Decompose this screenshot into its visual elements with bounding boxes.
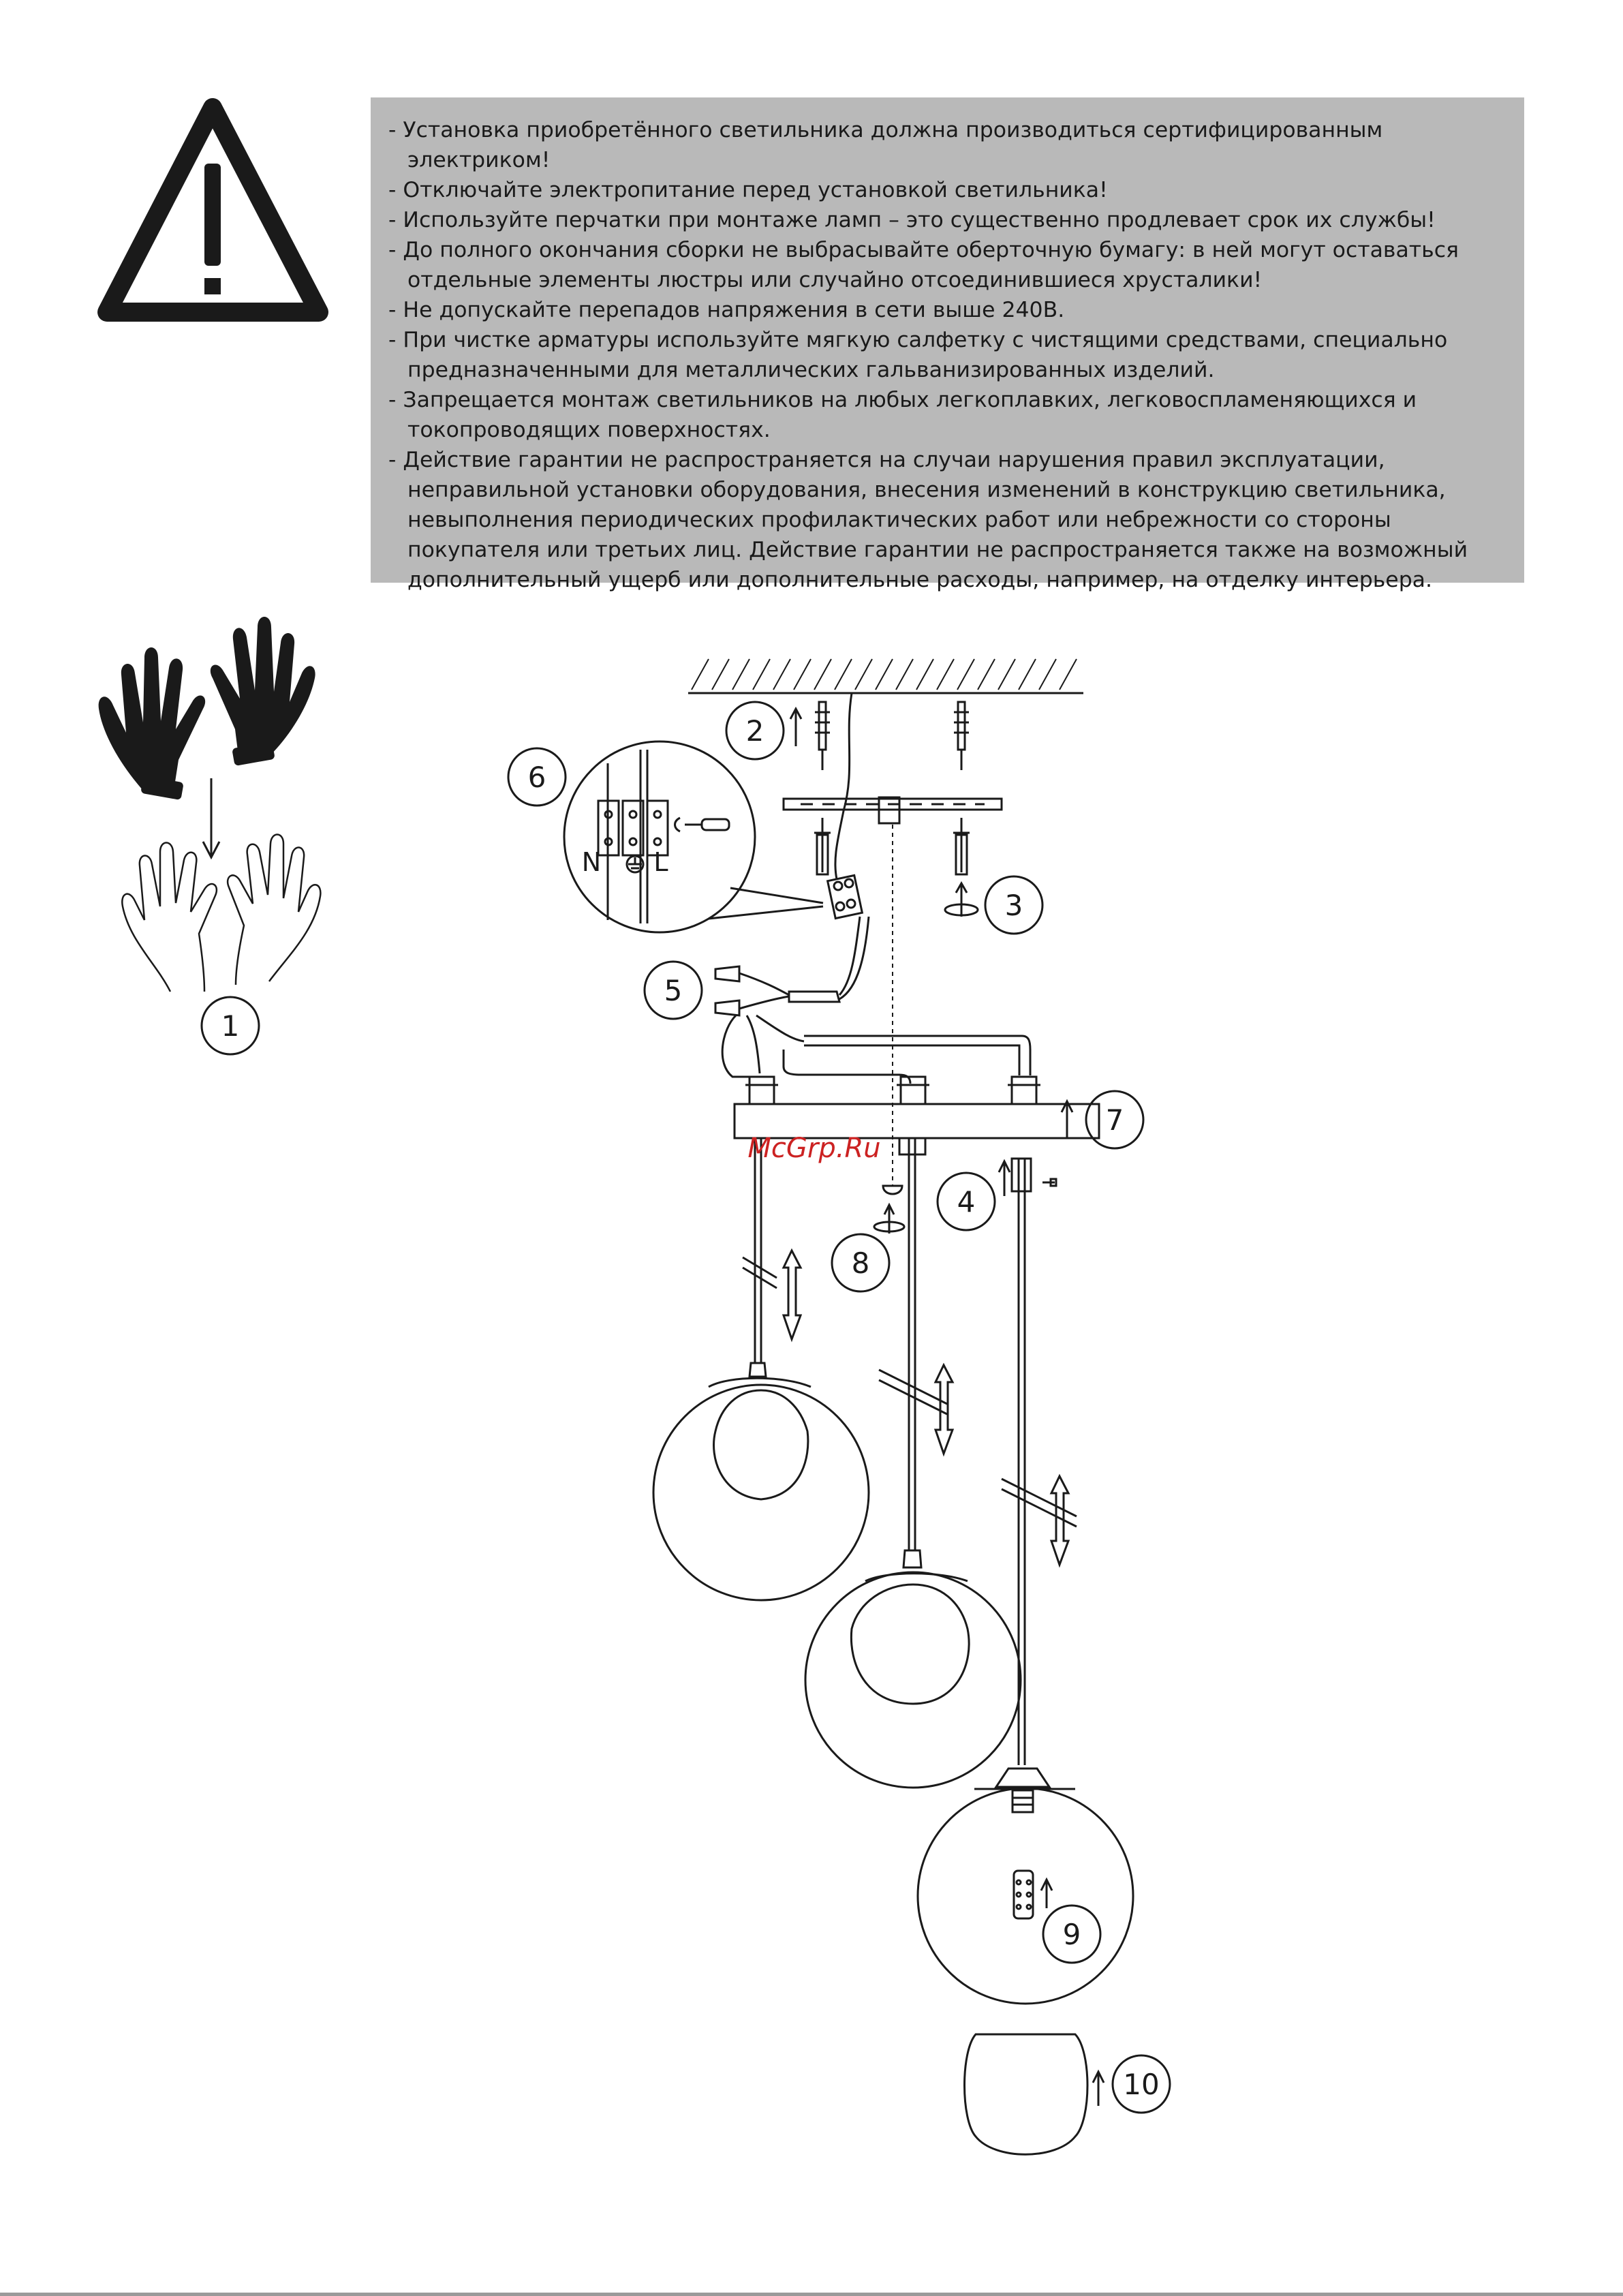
arrow-down-icon — [203, 778, 219, 857]
warning-item: - Запрещается монтаж светильников на любых легкоплавких, легковоспламеняющихся и токопроводящих поверхностях. — [388, 388, 1417, 442]
wall-plug — [815, 702, 830, 770]
neutral-label: N — [581, 847, 602, 877]
ground-icon — [627, 856, 643, 872]
wiring-detail — [564, 741, 823, 932]
warning-item: - Используйте перчатки при монтаже ламп – это существенно продлевает срок их службы! — [388, 208, 1436, 232]
step-number-5: 5 — [664, 974, 683, 1007]
globe-2 — [805, 1550, 1021, 1788]
warning-list — [388, 115, 1506, 595]
step-number-3: 3 — [1004, 889, 1023, 922]
shade-globe — [965, 2034, 1104, 2154]
watermark: McGrp.Ru — [747, 1133, 881, 1164]
warning-item: - До полного окончания сборки не выбрасывайте оберточную бумагу: в ней могут оставаться отдельные элементы люстры или случайно отсоединившиеся хрусталики! — [388, 238, 1459, 292]
hands-icon — [122, 835, 320, 992]
step-number-8: 8 — [851, 1246, 870, 1280]
screw — [814, 818, 831, 874]
assembly-diagram — [0, 600, 1623, 2194]
ceiling — [688, 659, 1083, 693]
wire-connectors — [715, 917, 869, 1077]
warning-item: - Установка приобретённого светильника должна производиться сертифицированным электриком! — [388, 118, 1383, 172]
warning-icon — [95, 95, 330, 324]
globe-1 — [653, 1363, 869, 1600]
warning-item: - При чистке арматуры используйте мягкую салфетку с чистящими средствами, специально предназначенными для металлических гальванизированных изделий. — [388, 328, 1448, 382]
rotate-arrow-icon — [945, 883, 978, 917]
canopy — [735, 1077, 1099, 1138]
warning-item: - Действие гарантии не распространяется на случаи нарушения правил эксплуатации, неправильной установки оборудования, внесения изменений в конструкцию светильника, невыполнения периодических профилактических работ или небрежности со стороны покупателя или третьих лиц. Действие гарантии не распространяется также на возможный дополнительный ущерб или дополнительные расходы, например, на отделку интерьера. — [388, 448, 1468, 592]
screw — [953, 818, 970, 874]
terminal-block — [828, 875, 863, 918]
step-number-10: 10 — [1123, 2068, 1160, 2101]
live-label: L — [653, 847, 668, 877]
arrow-up-icon — [790, 709, 801, 746]
step-number-9: 9 — [1062, 1918, 1081, 1951]
screwdriver-icon — [675, 818, 730, 831]
warning-panel — [371, 97, 1524, 592]
warning-item: - Отключайте электропитание перед установкой светильника! — [388, 178, 1108, 202]
globe-3 — [918, 1769, 1133, 2004]
step-number-2: 2 — [745, 714, 764, 748]
arrow-up-icon — [1062, 1101, 1072, 1138]
bulb-icon — [1014, 1871, 1052, 1918]
bottom-rule — [0, 2293, 1623, 2296]
step-number-4: 4 — [957, 1185, 976, 1219]
wall-plug — [954, 702, 969, 770]
supply-cable — [835, 693, 852, 879]
step-number-6: 6 — [527, 761, 546, 794]
center-cap — [874, 1186, 904, 1234]
mounting-bar — [784, 797, 1002, 823]
step-number-7: 7 — [1105, 1103, 1124, 1137]
gloves-icon — [99, 617, 315, 800]
step-number-1: 1 — [221, 1009, 240, 1043]
warning-item: - Не допускайте перепадов напряжения в сети выше 240В. — [388, 298, 1065, 322]
